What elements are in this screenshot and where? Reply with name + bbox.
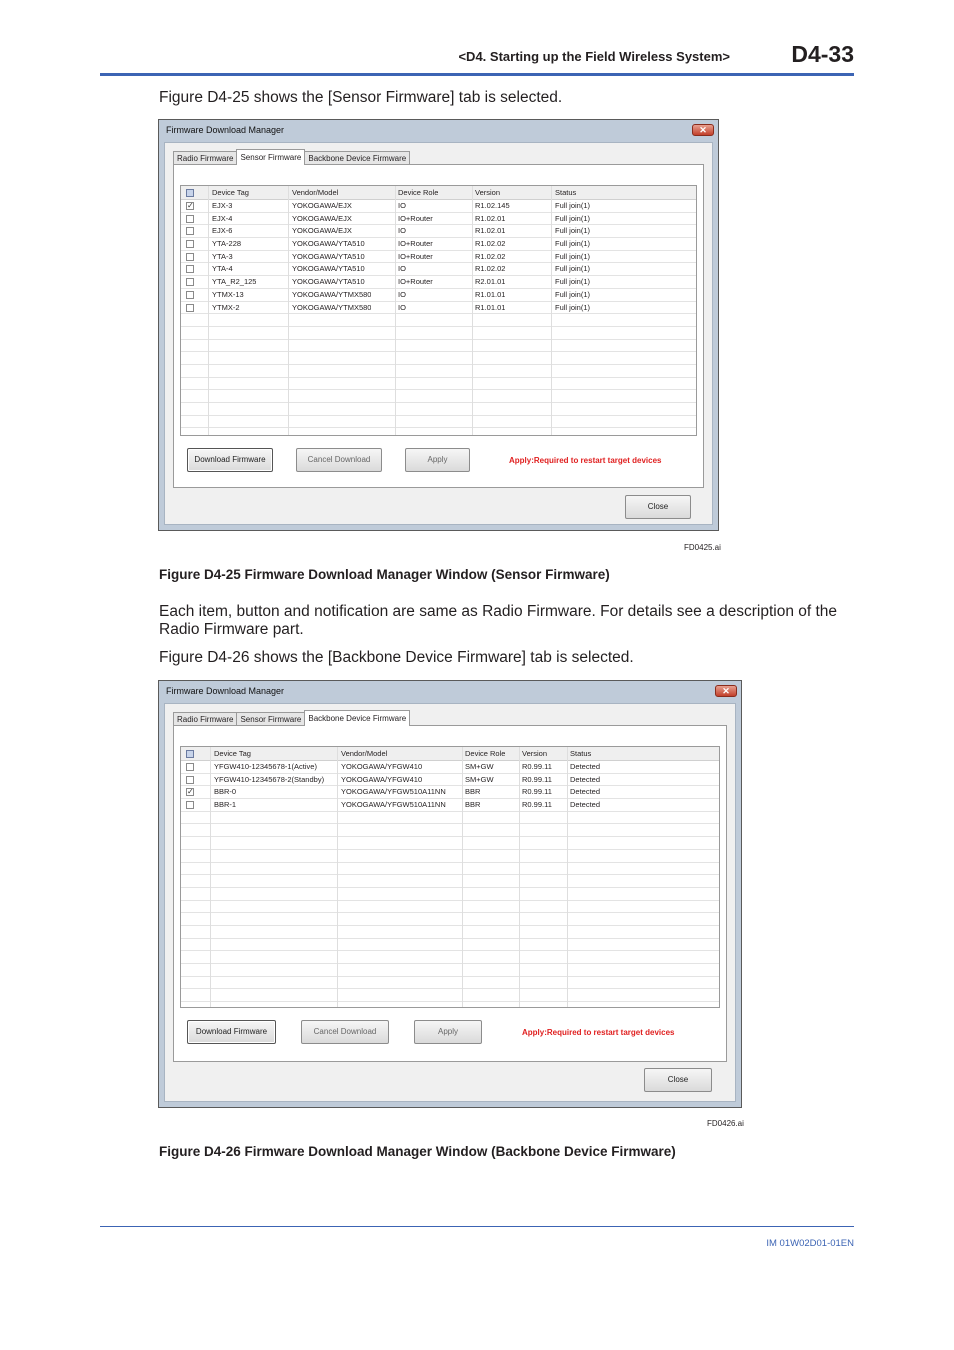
- cell-vendor: YOKOGAWA/EJX: [292, 226, 352, 236]
- window-title: Firmware Download Manager: [166, 125, 285, 135]
- firmware-download-manager-window-backbone: [158, 680, 742, 1108]
- cell-version: R1.02.01: [475, 226, 506, 236]
- cell-tag: EJX-3: [212, 201, 233, 210]
- cell-vendor: YOKOGAWA/YTA510: [292, 264, 365, 274]
- cell-status: Full join(1): [555, 213, 591, 223]
- row-select-checkbox[interactable]: [186, 776, 194, 784]
- cell-role: IO+Router: [398, 213, 433, 223]
- cell-tag: YTA_R2_125: [212, 277, 257, 287]
- cell-version: R1.02.145: [475, 201, 510, 210]
- header-rule: [100, 73, 854, 76]
- running-header-section: <D4. Starting up the Field Wireless System>: [458, 49, 730, 64]
- column-header-device-tag[interactable]: Device Tag: [212, 188, 249, 197]
- column-header-device-tag[interactable]: Device Tag: [214, 749, 251, 758]
- row-select-checkbox[interactable]: [186, 253, 194, 261]
- table-row[interactable]: [181, 225, 696, 238]
- table-row[interactable]: [181, 238, 696, 251]
- table-row[interactable]: [181, 799, 719, 812]
- cell-status: Full join(1): [555, 251, 591, 261]
- cell-role: IO+Router: [398, 277, 433, 287]
- table-row[interactable]: [181, 837, 719, 850]
- table-row[interactable]: [181, 365, 696, 378]
- cell-tag: YTMX-2: [212, 302, 240, 312]
- row-select-checkbox[interactable]: [186, 291, 194, 299]
- column-header-vendor-model[interactable]: Vendor/Model: [292, 188, 339, 197]
- cell-role: IO: [398, 289, 406, 299]
- grid-body: [181, 200, 696, 428]
- row-select-checkbox[interactable]: ✓: [187, 787, 194, 797]
- cell-tag: YTMX-13: [212, 289, 244, 299]
- table-row[interactable]: [181, 340, 696, 353]
- table-row[interactable]: [181, 951, 719, 964]
- table-row[interactable]: [181, 352, 696, 365]
- table-row[interactable]: [181, 786, 719, 799]
- grid-column-divider: [395, 186, 396, 435]
- grid-column-divider: [472, 186, 473, 435]
- paragraph-fig1-description: Each item, button and notification are same as Radio Firmware. For details see a description of the Radio Firmware part.: [159, 603, 838, 638]
- cell-status: Full join(1): [555, 201, 591, 210]
- cell-tag: YFGW410-12345678-1(Active): [214, 762, 317, 771]
- table-row[interactable]: [181, 314, 696, 327]
- table-row[interactable]: [181, 390, 696, 403]
- cell-status: Detected: [570, 774, 601, 784]
- paragraph-fig2-intro: Figure D4-26 shows the [Backbone Device Firmware] tab is selected.: [159, 649, 634, 666]
- close-button[interactable]: Close: [644, 1068, 712, 1092]
- row-select-checkbox[interactable]: [186, 763, 194, 771]
- window-title: Firmware Download Manager: [166, 686, 285, 696]
- apply-restart-notice: Apply:Required to restart target devices: [522, 1028, 675, 1037]
- cell-role: IO: [398, 226, 406, 236]
- cell-role: IO: [398, 264, 406, 274]
- cancel-download-button[interactable]: Cancel Download: [301, 1020, 389, 1044]
- table-row[interactable]: [181, 888, 719, 901]
- grid-body: [181, 761, 719, 1002]
- row-select-checkbox[interactable]: [186, 801, 194, 809]
- table-row[interactable]: [181, 939, 719, 952]
- table-row[interactable]: [181, 926, 719, 939]
- cell-version: R0.99.11: [522, 800, 552, 810]
- table-row[interactable]: [181, 964, 719, 977]
- cell-version: R1.02.02: [475, 239, 506, 249]
- row-select-checkbox[interactable]: [186, 278, 194, 286]
- cell-status: Detected: [570, 762, 601, 771]
- table-row[interactable]: [181, 263, 696, 276]
- cell-version: R1.02.02: [475, 264, 506, 274]
- cell-role: IO+Router: [398, 251, 433, 261]
- grid-column-divider: [208, 186, 209, 435]
- grid-column-divider: [551, 186, 552, 435]
- cell-status: Full join(1): [555, 277, 591, 287]
- row-select-checkbox[interactable]: ✓: [187, 201, 194, 210]
- cell-version: R1.02.02: [475, 251, 506, 261]
- firmware-download-manager-window-sensor: [158, 119, 719, 531]
- table-row[interactable]: [181, 824, 719, 837]
- cell-version: R1.01.01: [475, 302, 506, 312]
- cell-version: R0.99.11: [522, 787, 552, 797]
- cell-tag: BBR-1: [214, 800, 237, 810]
- figure-file-reference: FD0425.ai: [684, 543, 721, 552]
- table-row[interactable]: [181, 378, 696, 391]
- close-button[interactable]: Close: [625, 495, 691, 519]
- grid-column-divider: [519, 747, 520, 1007]
- cell-version: R1.01.01: [475, 289, 506, 299]
- table-row[interactable]: [181, 875, 719, 888]
- tab-sensor-firmware[interactable]: Sensor Firmware: [236, 712, 305, 726]
- grid-column-divider: [288, 186, 289, 435]
- column-header-status[interactable]: Status: [570, 749, 592, 758]
- table-row[interactable]: [181, 302, 696, 315]
- cell-role: IO: [398, 302, 406, 312]
- table-row[interactable]: [181, 200, 696, 213]
- apply-button[interactable]: Apply: [405, 448, 470, 472]
- download-firmware-button[interactable]: Download Firmware: [187, 1020, 276, 1044]
- cell-status: Full join(1): [555, 239, 591, 249]
- download-firmware-button[interactable]: Download Firmware: [187, 448, 273, 472]
- table-row[interactable]: [181, 416, 696, 429]
- cell-role: BBR: [465, 787, 481, 797]
- cell-tag: EJX-4: [212, 213, 233, 223]
- tab-backbone-device-firmware[interactable]: Backbone Device Firmware: [304, 710, 410, 726]
- cell-tag: YTA-3: [212, 251, 233, 261]
- table-row[interactable]: [181, 761, 719, 774]
- cell-status: Full join(1): [555, 289, 591, 299]
- tab-radio-firmware[interactable]: Radio Firmware: [173, 712, 237, 726]
- footer-rule: [100, 1226, 854, 1227]
- cell-tag: EJX-6: [212, 226, 233, 236]
- device-grid[interactable]: [180, 746, 720, 1008]
- cell-role: SM+GW: [465, 762, 494, 771]
- table-row[interactable]: [181, 774, 719, 787]
- table-row[interactable]: [181, 213, 696, 226]
- cell-role: BBR: [465, 800, 481, 810]
- cell-vendor: YOKOGAWA/EJX: [292, 201, 352, 210]
- cell-vendor: YOKOGAWA/YTMX580: [292, 302, 372, 312]
- cell-role: IO+Router: [398, 239, 433, 249]
- table-row[interactable]: [181, 989, 719, 1002]
- figure-caption-d4-25: Figure D4-25 Firmware Download Manager Window (Sensor Firmware): [159, 567, 610, 582]
- tab-backbone-device-firmware[interactable]: Backbone Device Firmware: [304, 151, 410, 165]
- cell-tag: BBR-0: [214, 787, 237, 797]
- grid-header: [181, 747, 719, 761]
- tab-strip: [173, 710, 409, 726]
- cell-role: IO: [398, 201, 406, 210]
- table-row[interactable]: [181, 901, 719, 914]
- tab-strip: [173, 149, 409, 165]
- cell-tag: YTA-228: [212, 239, 242, 249]
- cell-vendor: YOKOGAWA/YTA510: [292, 239, 365, 249]
- column-header-version[interactable]: Version: [475, 188, 501, 197]
- tab-panel: [173, 164, 704, 488]
- table-row[interactable]: [181, 913, 719, 926]
- cell-vendor: YOKOGAWA/YTA510: [292, 251, 365, 261]
- grid-header: [181, 186, 696, 200]
- cell-vendor: YOKOGAWA/YFGW510A11NN: [341, 787, 446, 797]
- cell-version: R1.02.01: [475, 213, 506, 223]
- apply-restart-notice: Apply:Required to restart target devices: [509, 456, 662, 465]
- figure-caption-d4-26: Figure D4-26 Firmware Download Manager Window (Backbone Device Firmware): [159, 1144, 676, 1159]
- row-select-checkbox[interactable]: [186, 265, 194, 273]
- cancel-download-button[interactable]: Cancel Download: [296, 448, 382, 472]
- window-close-icon[interactable]: ✕: [692, 124, 714, 136]
- cell-vendor: YOKOGAWA/YFGW410: [341, 762, 423, 771]
- figure-file-reference: FD0426.ai: [707, 1119, 744, 1128]
- table-row[interactable]: [181, 276, 696, 289]
- window-close-icon[interactable]: ✕: [715, 685, 737, 697]
- select-all-checkbox[interactable]: [186, 750, 194, 758]
- cell-version: R2.01.01: [475, 277, 506, 287]
- table-row[interactable]: [181, 289, 696, 302]
- cell-tag: YTA-4: [212, 264, 233, 274]
- grid-column-divider: [567, 747, 568, 1007]
- grid-column-divider: [337, 747, 338, 1007]
- column-header-status[interactable]: Status: [555, 188, 577, 197]
- table-row[interactable]: [181, 977, 719, 990]
- row-select-checkbox[interactable]: [186, 240, 194, 248]
- cell-vendor: YOKOGAWA/YFGW410: [341, 774, 423, 784]
- tab-sensor-firmware[interactable]: Sensor Firmware: [236, 149, 305, 165]
- cell-status: Detected: [570, 800, 601, 810]
- table-row[interactable]: [181, 812, 719, 825]
- table-row[interactable]: [181, 863, 719, 876]
- row-select-checkbox[interactable]: [186, 227, 194, 235]
- cell-vendor: YOKOGAWA/YFGW510A11NN: [341, 800, 446, 810]
- column-header-device-role[interactable]: Device Role: [465, 749, 506, 758]
- table-row[interactable]: [181, 403, 696, 416]
- grid-column-divider: [462, 747, 463, 1007]
- cell-vendor: YOKOGAWA/YTA510: [292, 277, 365, 287]
- apply-button[interactable]: Apply: [414, 1020, 482, 1044]
- tab-panel: [173, 725, 727, 1062]
- cell-status: Detected: [570, 787, 601, 797]
- column-header-version[interactable]: Version: [522, 749, 548, 758]
- tab-radio-firmware[interactable]: Radio Firmware: [173, 151, 237, 165]
- cell-vendor: YOKOGAWA/YTMX580: [292, 289, 372, 299]
- grid-column-divider: [210, 747, 211, 1007]
- document-number: IM 01W02D01-01EN: [766, 1238, 854, 1249]
- window-client-area: [164, 142, 713, 525]
- row-select-checkbox[interactable]: [186, 215, 194, 223]
- column-header-vendor-model[interactable]: Vendor/Model: [341, 749, 388, 758]
- cell-status: Full join(1): [555, 226, 591, 236]
- cell-version: R0.99.11: [522, 762, 552, 771]
- cell-tag: YFGW410-12345678-2(Standby): [214, 774, 325, 784]
- cell-status: Full join(1): [555, 302, 591, 312]
- column-header-device-role[interactable]: Device Role: [398, 188, 439, 197]
- device-grid[interactable]: [180, 185, 697, 436]
- paragraph-fig1-intro: Figure D4-25 shows the [Sensor Firmware] tab is selected.: [159, 89, 563, 106]
- select-all-checkbox[interactable]: [186, 189, 194, 197]
- table-row[interactable]: [181, 251, 696, 264]
- page-number: D4-33: [791, 41, 854, 67]
- table-row[interactable]: [181, 327, 696, 340]
- cell-version: R0.99.11: [522, 774, 552, 784]
- cell-role: SM+GW: [465, 774, 494, 784]
- cell-vendor: YOKOGAWA/EJX: [292, 213, 352, 223]
- table-row[interactable]: [181, 850, 719, 863]
- window-client-area: [164, 703, 736, 1102]
- row-select-checkbox[interactable]: [186, 304, 194, 312]
- cell-status: Full join(1): [555, 264, 591, 274]
